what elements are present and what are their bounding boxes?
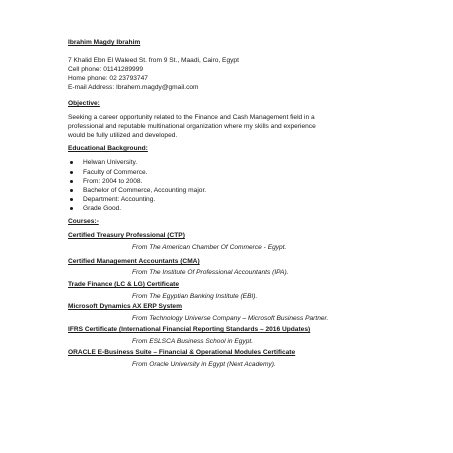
course-title: IFRS Certificate (International Financial Reporting Standards – 2016 Updates)	[68, 326, 311, 333]
bullet-icon	[70, 198, 73, 201]
address-line: 7 Khalid Ebn El Waleed St. from 9 St., Maadi, Cairo, Egypt	[68, 57, 239, 64]
course-source: From Technology Universe Company – Microsoft Business Partner.	[132, 315, 329, 322]
course-title: Certified Treasury Professional (CTP)	[68, 232, 185, 239]
education-item: Bachelor of Commerce, Accounting major.	[83, 187, 207, 194]
course-title: Certified Management Accountants (CMA)	[68, 258, 200, 265]
education-item: Helwan University.	[83, 159, 138, 166]
bullet-icon	[70, 189, 73, 192]
bullet-icon	[70, 171, 73, 174]
home-phone: Home phone: 02 23793747	[68, 75, 148, 82]
bullet-icon	[70, 180, 73, 183]
course-source: From The Egyptian Banking Institute (EBI).	[132, 293, 258, 300]
course-source: From Oracle University in Egypt (Next Academy).	[132, 361, 276, 368]
email-address: E-mail Address: Ibrahem.magdy@gmail.com	[68, 84, 199, 91]
course-title: Microsoft Dynamics AX ERP System	[68, 303, 182, 310]
course-title: Trade Finance (LC & LG) Certificate	[68, 281, 180, 288]
education-item: Department: Accounting.	[83, 196, 156, 203]
resume-name: Ibrahim Magdy Ibrahim	[68, 39, 141, 46]
courses-heading: Courses:-	[68, 218, 99, 225]
bullet-icon	[70, 207, 73, 210]
cell-phone: Cell phone: 01141289999	[68, 66, 144, 73]
education-item: Faculty of Commerce.	[83, 169, 148, 176]
objective-line: Seeking a career opportunity related to the Finance and Cash Management field in a	[68, 114, 315, 121]
objective-line: would be fully utilized and developed.	[68, 132, 178, 139]
education-heading: Educational Background:	[68, 145, 148, 152]
bullet-icon	[70, 161, 73, 164]
education-item: Grade Good.	[83, 205, 122, 212]
course-source: From The Institute Of Professional Accountants (IPA).	[132, 269, 289, 276]
course-source: From The American Chamber Of Commerce - Egypt.	[132, 244, 287, 251]
objective-line: professional and reputable multinational organization where my skills and experience	[68, 123, 316, 130]
objective-heading: Objective:	[68, 100, 100, 107]
education-item: From: 2004 to 2008.	[83, 178, 143, 185]
course-source: From ESLSCA Business School in Egypt.	[132, 338, 254, 345]
course-title: ORACLE E-Business Suite – Financial & Operational Modules Certificate	[68, 349, 296, 356]
